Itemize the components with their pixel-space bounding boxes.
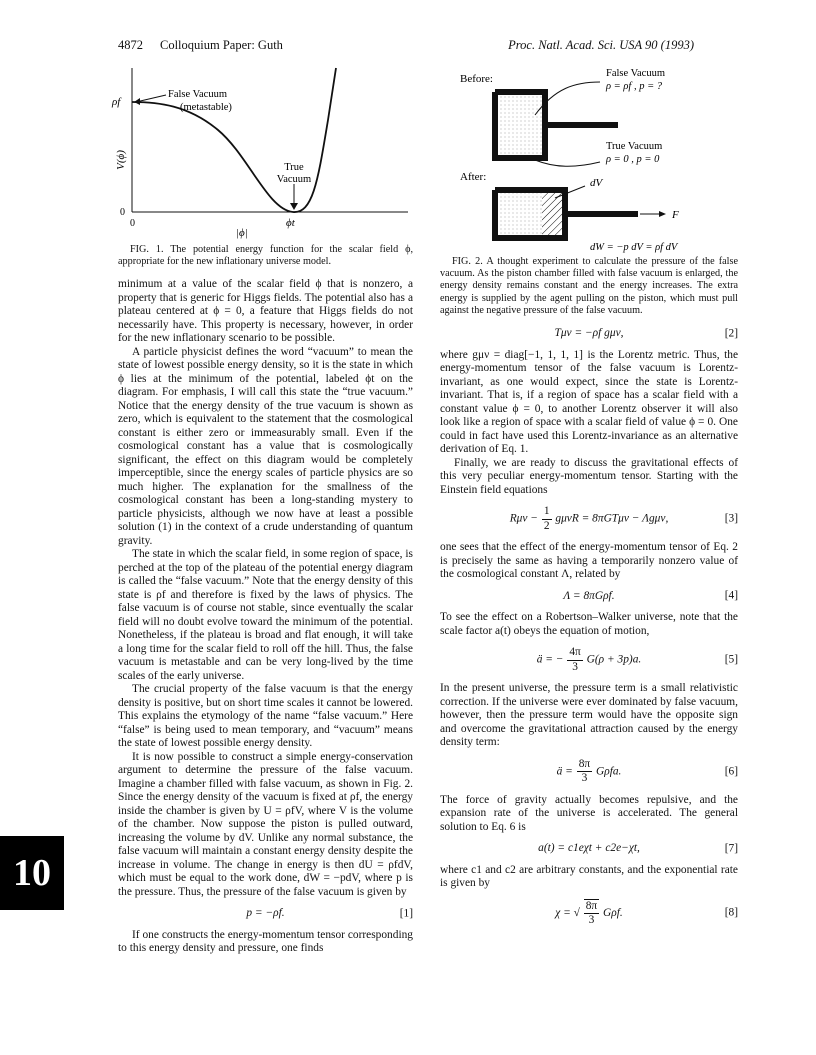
eq8-rhs: Gρf. [603,906,623,919]
fig2-before-false-vacuum [498,95,542,155]
fig2-after-piston [562,196,568,232]
eq1-number: [1] [399,907,413,920]
right-column [440,60,738,936]
left-paragraph-2: A particle physicist defines the word “vacuum” to mean the state of lowest possible energy density, so it is the state in which ϕ lies at the minimum of the potential, labeled ϕt on the diagram. For emphasis, I will call this state the “true vacuum.” Notice that the energy density of the true vacuum is shown as zero, which is equivalent to the statement that the cosmological constant is either zero or immeasurably small. Even if the cosmological constant has a value that is cosmologically significant, the effect on this diagram would be completely imperceptible, since the energy scales of particle physics are so much higher. The explanation for the smallness of the cosmological constant has been a long-standing mystery to particle physicists, although we now have at least a possible solution (1) in the context of a crude understanding of quantum gravity. [118,345,413,547]
fig1-false-vacuum-arrow [136,95,166,102]
fig1-rho-label: ρf [112,96,121,108]
figure-2-piston-diagram [440,60,738,252]
eq6-rhs: Gρfa. [596,765,622,778]
fig2-force-label: F [672,209,679,221]
equation-7 [440,842,738,856]
left-paragraph-1: minimum at a value of the scalar field ϕ that is nonzero, a property that is generic for Higgs fields. The potential also has a plateau centered at ϕ = 0, a feature that Higgs fields do not necessarily have. This property is necessary, however, in order for the new inflationary scenario to be possible. [118,278,413,345]
eq5-number: [5] [724,653,738,666]
eq6-frac-den: 3 [581,772,588,785]
equation-1 [118,907,413,921]
fig1-vacuum-label: Vacuum [276,174,312,185]
eq3-frac-den: 2 [543,519,550,532]
left-paragraph-3: The state in which the scalar field, in some region of space, is perched at the top of the plateau of the potential energy diagram is called the “false vacuum.” Note that the energy density of this state is ρf and therefore is fixed by the laws of physics. The false vacuum is of course not stable, since eventually the scalar field will no doubt evolve toward the minimum of the potential. Nonetheless, if the plateau is broad and flat enough, it will take a long time for the scalar field to roll off the hill. Thus, the false vacuum is metastable and can be very long-lived by the time scales of the early universe. [118,548,413,682]
eq8-number: [8] [724,906,738,919]
fig2-dv-label: dV [590,177,603,189]
fig2-after-label: After: [460,171,487,183]
eq7-body: a(t) = c1eχt + c2e−χt, [538,842,640,855]
eq5-frac-den: 3 [572,660,578,673]
page-number: 4872 [118,38,143,52]
left-paragraph-4: The crucial property of the false vacuum is that the energy density is positive, but on short time scales it cannot be lowered. This explains the etymology of the name “false vacuum.” Here “false” is being used to mean temporary, and “vacuum” means the state of lowest possible energy density. [118,683,413,750]
equation-5 [440,646,738,674]
fig1-arrow-head-2 [290,203,298,210]
right-paragraph-5: In the present universe, the pressure term is a small relativistic correction. If the universe were ever dominated by false vacuum, however, then the pressure term would have the opposite sign and overcome the gravitational attraction caused by the energy density term: [440,682,738,749]
fig1-x-zero: 0 [130,218,135,229]
right-paragraph-3: one sees that the effect of the energy-momentum tensor of Eq. 2 is precisely the same as having a temporarily nonzero value of the cosmological constant Λ, related by [440,541,738,581]
eq3-frac-num: 1 [542,505,552,520]
eq3-fraction [542,505,552,533]
fig1-y-zero: 0 [120,207,125,218]
fig2-dv-region [542,193,562,235]
eq6-lhs: ä = [556,765,573,778]
equation-3 [440,505,738,533]
fig2-true-vacuum-cond: ρ = 0 , p = 0 [606,154,660,165]
fig2-false-vacuum-cond: ρ = ρf , p = ? [606,81,663,92]
eq4-number: [4] [724,589,738,602]
equation-6 [440,758,738,786]
left-paragraph-5: It is now possible to construct a simple energy-conservation argument to determine the pressure of the false vacuum. Imagine a chamber filled with false vacuum, as shown in Fig. 2. Since the energy density of the vacuum is fixed at ρf, the energy inside the chamber is given by U = ρfV, where V is the volume of the chamber. Now suppose the piston is pulled outward, increasing the volume by dV. Unlike any normal substance, the false vacuum will maintain a constant energy density despite the increase in volume. The change in energy is then dU = ρfdV, which must be equal to the work done, dW = −pdV, where p is the pressure. Thus, the pressure of the false vacuum is given by [118,750,413,898]
eq2-body: Tμν = −ρf gμν, [554,327,624,340]
figure-2-caption: FIG. 2. A thought experiment to calculate the pressure of the false vacuum. As the piston chamber filled with false vacuum is enlarged, the energy density remains constant and the energy increases. The extra energy is supplied by the agent pulling on the piston, which must pull against the negative pressure of the false vacuum. [440,256,738,316]
fig2-before-rod [548,122,618,128]
fig2-work-label: dW = −p dV = ρf dV [590,242,678,253]
right-paragraph-4: To see the effect on a Robertson–Walker universe, note that the scale factor a(t) obeys the equation of motion, [440,611,738,637]
eq8-frac-den: 3 [588,914,595,927]
right-paragraph-1: where gμν = diag[−1, 1, 1, 1] is the Lorentz metric. Thus, the energy-momentum tensor of the false vacuum is Lorentz-invariant, as one would expect, since the state is Lorentz-invariant. That is, if a region of space has a scalar field with a constant value ϕ = 0, to another Lorentz observer it will also look like a region of space with a scalar field of value ϕ = 0. One could in fact have used this Lorentz-invariance as an alternative derivation of Eq. 1. [440,348,738,456]
fig1-true-label: True [284,162,304,173]
fig2-after-false-vacuum [498,193,542,235]
fig2-false-vacuum-label: False Vacuum [606,68,666,79]
header-left-title: Colloquium Paper: Guth [160,38,283,52]
fig1-false-vacuum-label: False Vacuum [168,89,228,100]
eq5-frac-num: 4π [567,646,582,661]
fig2-before-label: Before: [460,73,493,85]
eq6-fraction [577,758,592,786]
eq6-frac-num: 8π [577,758,592,773]
header-right-title: Proc. Natl. Acad. Sci. USA 90 (1993) [508,38,694,52]
eq5-rhs: G(ρ + 3p)a. [586,653,642,666]
eq2-number: [2] [724,327,738,340]
right-paragraph-7: where c1 and c2 are arbitrary constants, and the exponential rate is given by [440,863,738,890]
eq7-number: [7] [724,842,738,855]
left-column [112,60,413,956]
eq4-body: Λ = 8πGρf. [563,589,615,602]
fig2-force-arrow-head [659,211,666,217]
fig2-after-rod [568,211,638,217]
running-header [118,38,694,56]
right-paragraph-2: Finally, we are ready to discuss the gravitational effects of this very peculiar energy-momentum tensor. Starting with the Einstein field equations [440,456,738,496]
fig1-x-axis-label: |ϕ| [236,227,248,239]
equation-4 [440,590,738,604]
eq3-rhs: gμνR = 8πGTμν − Λgμν, [555,512,669,525]
eq3-lhs: Rμν − [509,512,538,525]
eq3-number: [3] [724,512,738,525]
eq5-fraction [567,646,582,674]
eq8-frac-num: 8π [584,900,599,915]
equation-8 [440,899,738,928]
equation-2 [440,327,738,341]
fig1-potential-curve [132,68,336,212]
eq5-lhs: ä = − [536,653,564,666]
fig1-arrow-head [134,98,140,105]
right-paragraph-6: The force of gravity actually becomes repulsive, and the expansion rate of the universe is accelerated. The general solution to Eq. 6 is [440,793,738,833]
section-badge: 10 [0,836,64,910]
eq6-number: [6] [724,764,738,777]
fig1-metastable-label: (metastable) [180,102,232,113]
figure-1-potential-plot [112,60,413,240]
eq1-body: p = −ρf. [246,907,285,920]
left-paragraph-6: If one constructs the energy-momentum tensor corresponding to this energy density and pressure, one finds [118,928,413,955]
fig2-true-vacuum-label: True Vacuum [606,141,663,152]
fig1-phi-t: ϕt [286,217,295,229]
figure-1-caption: FIG. 1. The potential energy function for the scalar field ϕ, appropriate for the new inflationary universe model. [118,244,413,268]
fig1-y-axis-label: V(ϕ) [115,150,127,170]
eq8-fraction [584,899,599,928]
eq8-lhs: χ = √ [555,906,580,919]
